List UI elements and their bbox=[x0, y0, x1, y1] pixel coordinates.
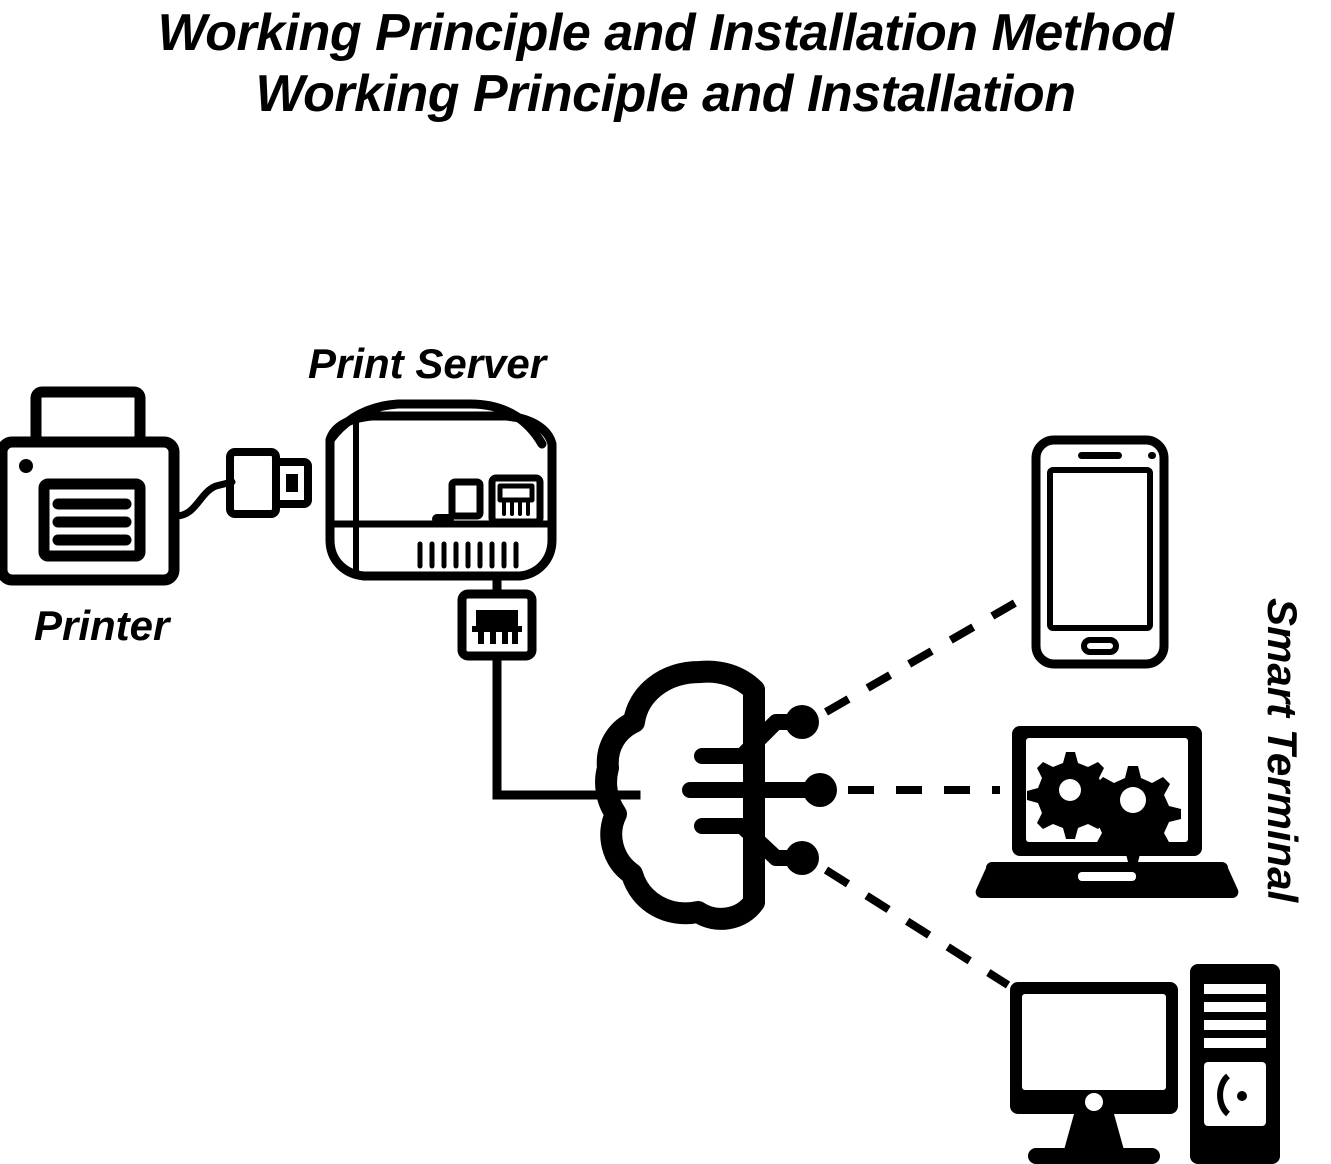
printer-icon bbox=[2, 392, 174, 580]
laptop-gears-icon bbox=[976, 726, 1239, 898]
desktop-computer-icon bbox=[1010, 964, 1280, 1164]
printer-usb-cable bbox=[176, 482, 232, 516]
rj45-ethernet-icon bbox=[462, 594, 532, 656]
print-server-box-icon bbox=[330, 404, 552, 576]
title-line-secondary: Working Principle and Installation bbox=[255, 65, 1076, 124]
link-to-smartphone bbox=[826, 592, 1034, 712]
label-print-server: Print Server bbox=[308, 340, 547, 387]
smartphone-icon bbox=[1036, 440, 1164, 664]
usb-connector-icon bbox=[230, 452, 308, 514]
label-printer: Printer bbox=[34, 602, 170, 649]
label-smart-terminal: Smart Terminal bbox=[1259, 598, 1306, 903]
network-cloud-icon bbox=[606, 672, 837, 919]
title-line-primary: Working Principle and Installation Method bbox=[157, 4, 1174, 62]
wireless-links bbox=[826, 592, 1034, 985]
